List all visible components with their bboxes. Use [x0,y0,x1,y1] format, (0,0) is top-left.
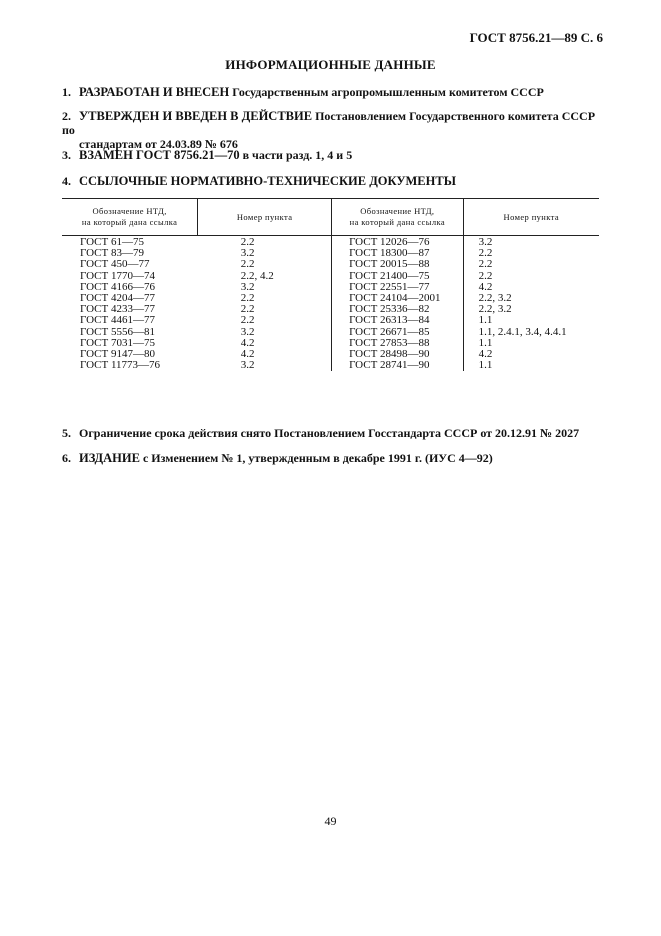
left-item-cell: 2.2 [198,304,332,315]
header-item-left: Номер пункта [198,199,332,236]
page-header: ГОСТ 8756.21—89 С. 6 [469,30,603,45]
left-doc-cell: ГОСТ 450—77 [80,258,150,271]
left-item-cell: 3.2 [198,282,332,293]
right-item-cell: 4.2 [478,347,493,360]
header-designation-left: Обозначение НТД, на который дана ссылка [62,199,198,236]
references-table [62,198,599,371]
right-doc-cell: ГОСТ 28498—90 [332,349,464,360]
item-number: 2. [62,109,71,123]
item-caps: ССЫЛОЧНЫЕ НОРМАТИВНО-ТЕХНИЧЕСКИЕ ДОКУМЕНТЫ [79,174,456,188]
item-number: 1. [62,85,71,99]
left-doc-cell: ГОСТ 4233—77 [80,303,155,316]
left-item-cell: 2.2 [198,293,332,304]
table-row [62,360,599,371]
left-item-cell: 3.2 [198,327,332,338]
item-number: 5. [62,426,71,440]
left-doc-cell: ГОСТ 7031—75 [80,336,155,349]
document-title: ИНФОРМАЦИОННЫЕ ДАННЫЕ [225,57,436,72]
item-caps: ИЗДАНИЕ [79,451,140,465]
table-row [62,315,599,326]
left-item-cell: 4.2 [198,349,332,360]
item-4 [62,174,602,188]
left-doc-cell: ГОСТ 4461—77 [80,314,155,327]
right-doc-cell: ГОСТ 25336—82 [332,304,464,315]
right-doc-cell: ГОСТ 18300—87 [332,248,464,259]
right-item-cell: 2.2 [478,247,493,260]
left-item-cell: 3.2 [198,248,332,259]
right-doc-cell: ГОСТ 26313—84 [332,315,464,326]
right-item-cell: 1.1, 2.4.1, 3.4, 4.4.1 [478,325,567,338]
right-doc-cell: ГОСТ 21400—75 [332,271,464,282]
item-5 [62,426,602,440]
item-text: Государственным агропромышленным комитетом СССР [229,85,544,99]
right-item-cell: 4.2 [478,280,493,293]
left-doc-cell: ГОСТ 5556—81 [80,325,155,338]
table-row [62,327,599,338]
left-doc-cell: ГОСТ 11773—76 [80,359,161,372]
right-doc-cell: ГОСТ 20015—88 [332,259,464,270]
table-row [62,259,599,270]
left-item-cell: 2.2 [198,259,332,270]
right-item-cell: 3.2 [478,236,493,248]
header-designation-right: Обозначение НТД, на который дана ссылка [332,199,464,236]
right-item-cell: 2.2 [478,258,493,271]
left-item-cell: 2.2 [198,315,332,326]
right-item-cell: 1.1 [478,314,493,327]
right-doc-cell: ГОСТ 28741—90 [332,360,464,371]
item-1 [62,85,602,99]
item-2 [62,109,602,151]
left-doc-cell: ГОСТ 9147—80 [80,347,155,360]
right-item-cell: 2.2, 3.2 [478,303,512,316]
right-doc-cell: ГОСТ 22551—77 [332,282,464,293]
item-number: 6. [62,451,71,465]
item-3 [62,148,602,162]
item-continuation: стандартам от 24.03.89 № 676 [79,137,238,151]
right-item-cell: 2.2 [478,269,493,282]
item-caps: ВЗАМЕН ГОСТ 8756.21—70 [79,148,240,162]
right-doc-cell: ГОСТ 12026—76 [332,236,464,249]
left-item-cell: 4.2 [198,338,332,349]
left-item-cell: 2.2, 4.2 [198,271,332,282]
left-doc-cell: ГОСТ 4166—76 [80,280,155,293]
right-doc-cell: ГОСТ 26671—85 [332,327,464,338]
left-doc-cell: ГОСТ 1770—74 [80,269,155,282]
item-text: с Изменением № 1, утвержденным в декабре 1991 г. (ИУС 4—92) [139,451,493,465]
left-item-cell: 3.2 [198,360,332,371]
right-doc-cell: ГОСТ 27853—88 [332,338,464,349]
right-doc-cell: ГОСТ 24104—2001 [332,293,464,304]
page-number: 49 [324,814,337,828]
left-doc-cell: ГОСТ 4204—77 [80,291,155,304]
item-caps: РАЗРАБОТАН И ВНЕСЕН [79,85,230,99]
item-text: Ограничение срока действия снято Постановлением Госстандарта СССР от 20.12.91 № 2027 [79,426,580,440]
left-doc-cell: ГОСТ 83—79 [80,247,144,260]
header-item-right: Номер пункта [463,199,599,236]
item-number: 4. [62,174,71,188]
item-number: 3. [62,148,71,162]
right-item-cell: 2.2, 3.2 [478,291,512,304]
item-text: Постановлением Государственного комитета СССР по [62,109,596,137]
left-doc-cell: ГОСТ 61—75 [80,236,144,248]
right-item-cell: 1.1 [478,359,493,372]
left-item-cell: 2.2 [198,236,332,249]
item-caps: УТВЕРЖДЕН И ВВЕДЕН В ДЕЙСТВИЕ [79,109,313,123]
table-header-row [62,199,599,236]
item-6 [62,451,602,465]
item-text: в части разд. 1, 4 и 5 [239,148,353,162]
right-item-cell: 1.1 [478,336,493,349]
